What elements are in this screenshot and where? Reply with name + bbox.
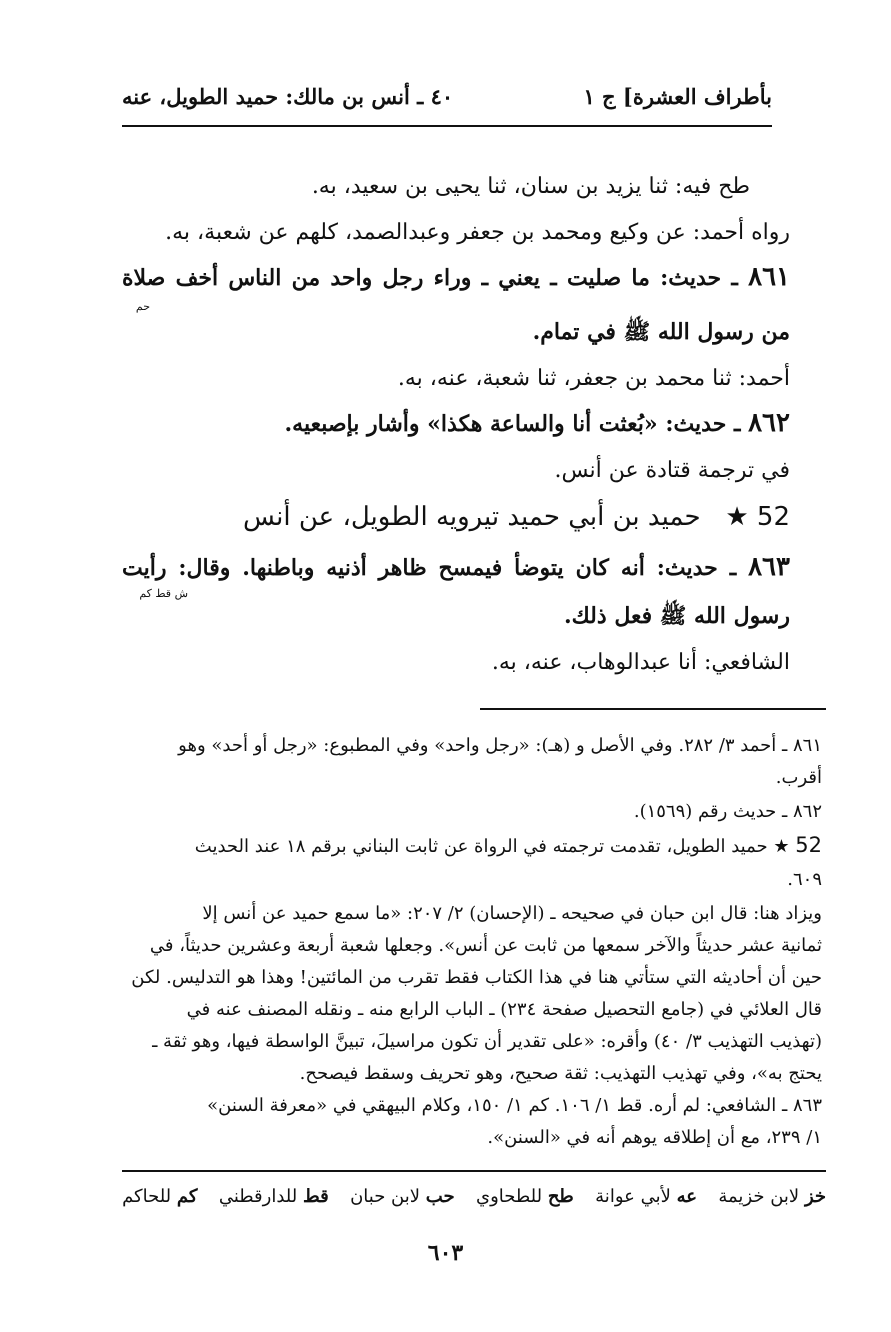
footnote-line: ١/ ٢٣٩، مع أن إطلاقه يوهم أنه في «السنن». xyxy=(487,1127,822,1148)
legend-item: حب لابن حبان xyxy=(350,1186,455,1207)
page-number: ٦٠٣ xyxy=(427,1240,464,1266)
hadith-number: ٨٦١ xyxy=(748,262,791,292)
hadith-continuation: رسول الله ﷺ فعل ذلك. xyxy=(563,603,790,629)
legend-rule xyxy=(122,1170,826,1172)
footnote-line: يحتج به»، وفي تهذيب التهذيب: ثقة صحيح، وهو تحريف وسقط فيصحح. xyxy=(299,1063,822,1084)
abbreviation-legend xyxy=(122,1186,826,1207)
section-title: ٤٠ ـ أنس بن مالك: حميد الطويل، عنه xyxy=(122,84,454,109)
footnote-rule xyxy=(480,708,826,710)
hadith-text: ـ حديث: ما صليت ـ يعني ـ وراء رجل واحد من الناس أخف صلاة xyxy=(122,265,738,291)
hadith-text: ـ حديث: أنه كان يتوضأ فيمسح ظاهر أذنيه وباطنها. وقال: رأيت xyxy=(122,555,737,581)
footnote-line: ٦٠٩. xyxy=(787,869,822,890)
star-icon: ★ xyxy=(773,836,790,857)
footnote-line: ٨٦١ ـ أحمد ٣/ ٢٨٢. وفي الأصل و (هـ): «رجل واحد» وفي المطبوع: «رجل أو أحد» وهو xyxy=(178,735,822,756)
footnote-line: ٨٦٢ ـ حديث رقم (١٥٦٩). xyxy=(633,801,822,822)
hadith-number: ٨٦٣ xyxy=(748,552,790,582)
hadith-863 xyxy=(122,552,790,582)
bio-number: 52 xyxy=(756,502,790,532)
text-line: طح فيه: ثنا يزيد بن سنان، ثنا يحيى بن سعيد، به. xyxy=(311,174,750,199)
footnote-line: ثمانية عشر حديثاً والآخر سمعها من ثابت عن أنس». وجعلها شعبة أربعة وعشرين حديثاً، في xyxy=(149,935,822,956)
footnote-line: قال العلائي في (جامع التحصيل صفحة ٢٣٤) ـ الباب الرابع منه ـ ونقله المصنف عنه في xyxy=(186,999,822,1020)
legend-item: خز لابن خزيمة xyxy=(718,1186,826,1207)
star-icon: ★ xyxy=(725,502,749,532)
footnote-line: 52 ★ حميد الطويل، تقدمت ترجمته في الرواة عن ثابت البناني برقم ١٨ عند الحديث xyxy=(194,833,822,857)
source-marker: حم xyxy=(135,300,150,313)
source-marker: ش قط كم xyxy=(139,587,188,600)
footnote-line: أقرب. xyxy=(775,767,822,788)
legend-item: كم للحاكم xyxy=(122,1186,198,1207)
hadith-number: ٨٦٢ xyxy=(748,408,790,438)
narrator-heading xyxy=(243,502,790,532)
text-line: الشافعي: أنا عبدالوهاب، عنه، به. xyxy=(491,650,790,675)
footnote-line: (تهذيب التهذيب ٣/ ٤٠) وأقره: «على تقدير أن تكون مراسيلَ، تبينَّ الواسطة فيها، وهو ثقة ـ xyxy=(152,1031,822,1052)
text-line: رواه أحمد: عن وكيع ومحمد بن جعفر وعبدالصمد، كلهم عن شعبة، به. xyxy=(165,220,790,245)
hadith-862 xyxy=(285,408,791,438)
footnote-line: حين أن أحاديثه التي ستأتي هنا في هذا الكتاب فقط تقرب من المائتين! وهذا هو التدليس. لكن xyxy=(131,967,822,988)
running-header xyxy=(122,84,772,118)
text-line: في ترجمة قتادة عن أنس. xyxy=(554,458,790,483)
legend-item: عه لأبي عوانة xyxy=(595,1186,697,1207)
book-title: بأطراف العشرة] ج ١ xyxy=(583,84,772,109)
text-line: أحمد: ثنا محمد بن جعفر، ثنا شعبة، عنه، به. xyxy=(397,366,790,391)
bio-number: 52 xyxy=(795,833,822,857)
hadith-861 xyxy=(122,262,790,292)
narrator-name: حميد بن أبي حميد تيرويه الطويل، عن أنس xyxy=(243,502,701,532)
legend-item: قط للدارقطني xyxy=(218,1186,329,1207)
footnote-line: ٨٦٣ ـ الشافعي: لم أره. قط ١/ ١٠٦. كم ١/ ١٥٠، وكلام البيهقي في «معرفة السنن» xyxy=(207,1095,822,1116)
hadith-text: ـ حديث: «بُعثت أنا والساعة هكذا» وأشار بإصبعيه. xyxy=(284,411,741,437)
footnote-line: ويزاد هنا: قال ابن حبان في صحيحه ـ (الإحسان) ٢/ ٢٠٧: «ما سمع حميد عن أنس إلا xyxy=(202,903,822,924)
hadith-continuation: من رسول الله ﷺ في تمام. xyxy=(532,319,790,345)
header-rule xyxy=(122,125,772,127)
legend-item: طح للطحاوي xyxy=(475,1186,574,1207)
